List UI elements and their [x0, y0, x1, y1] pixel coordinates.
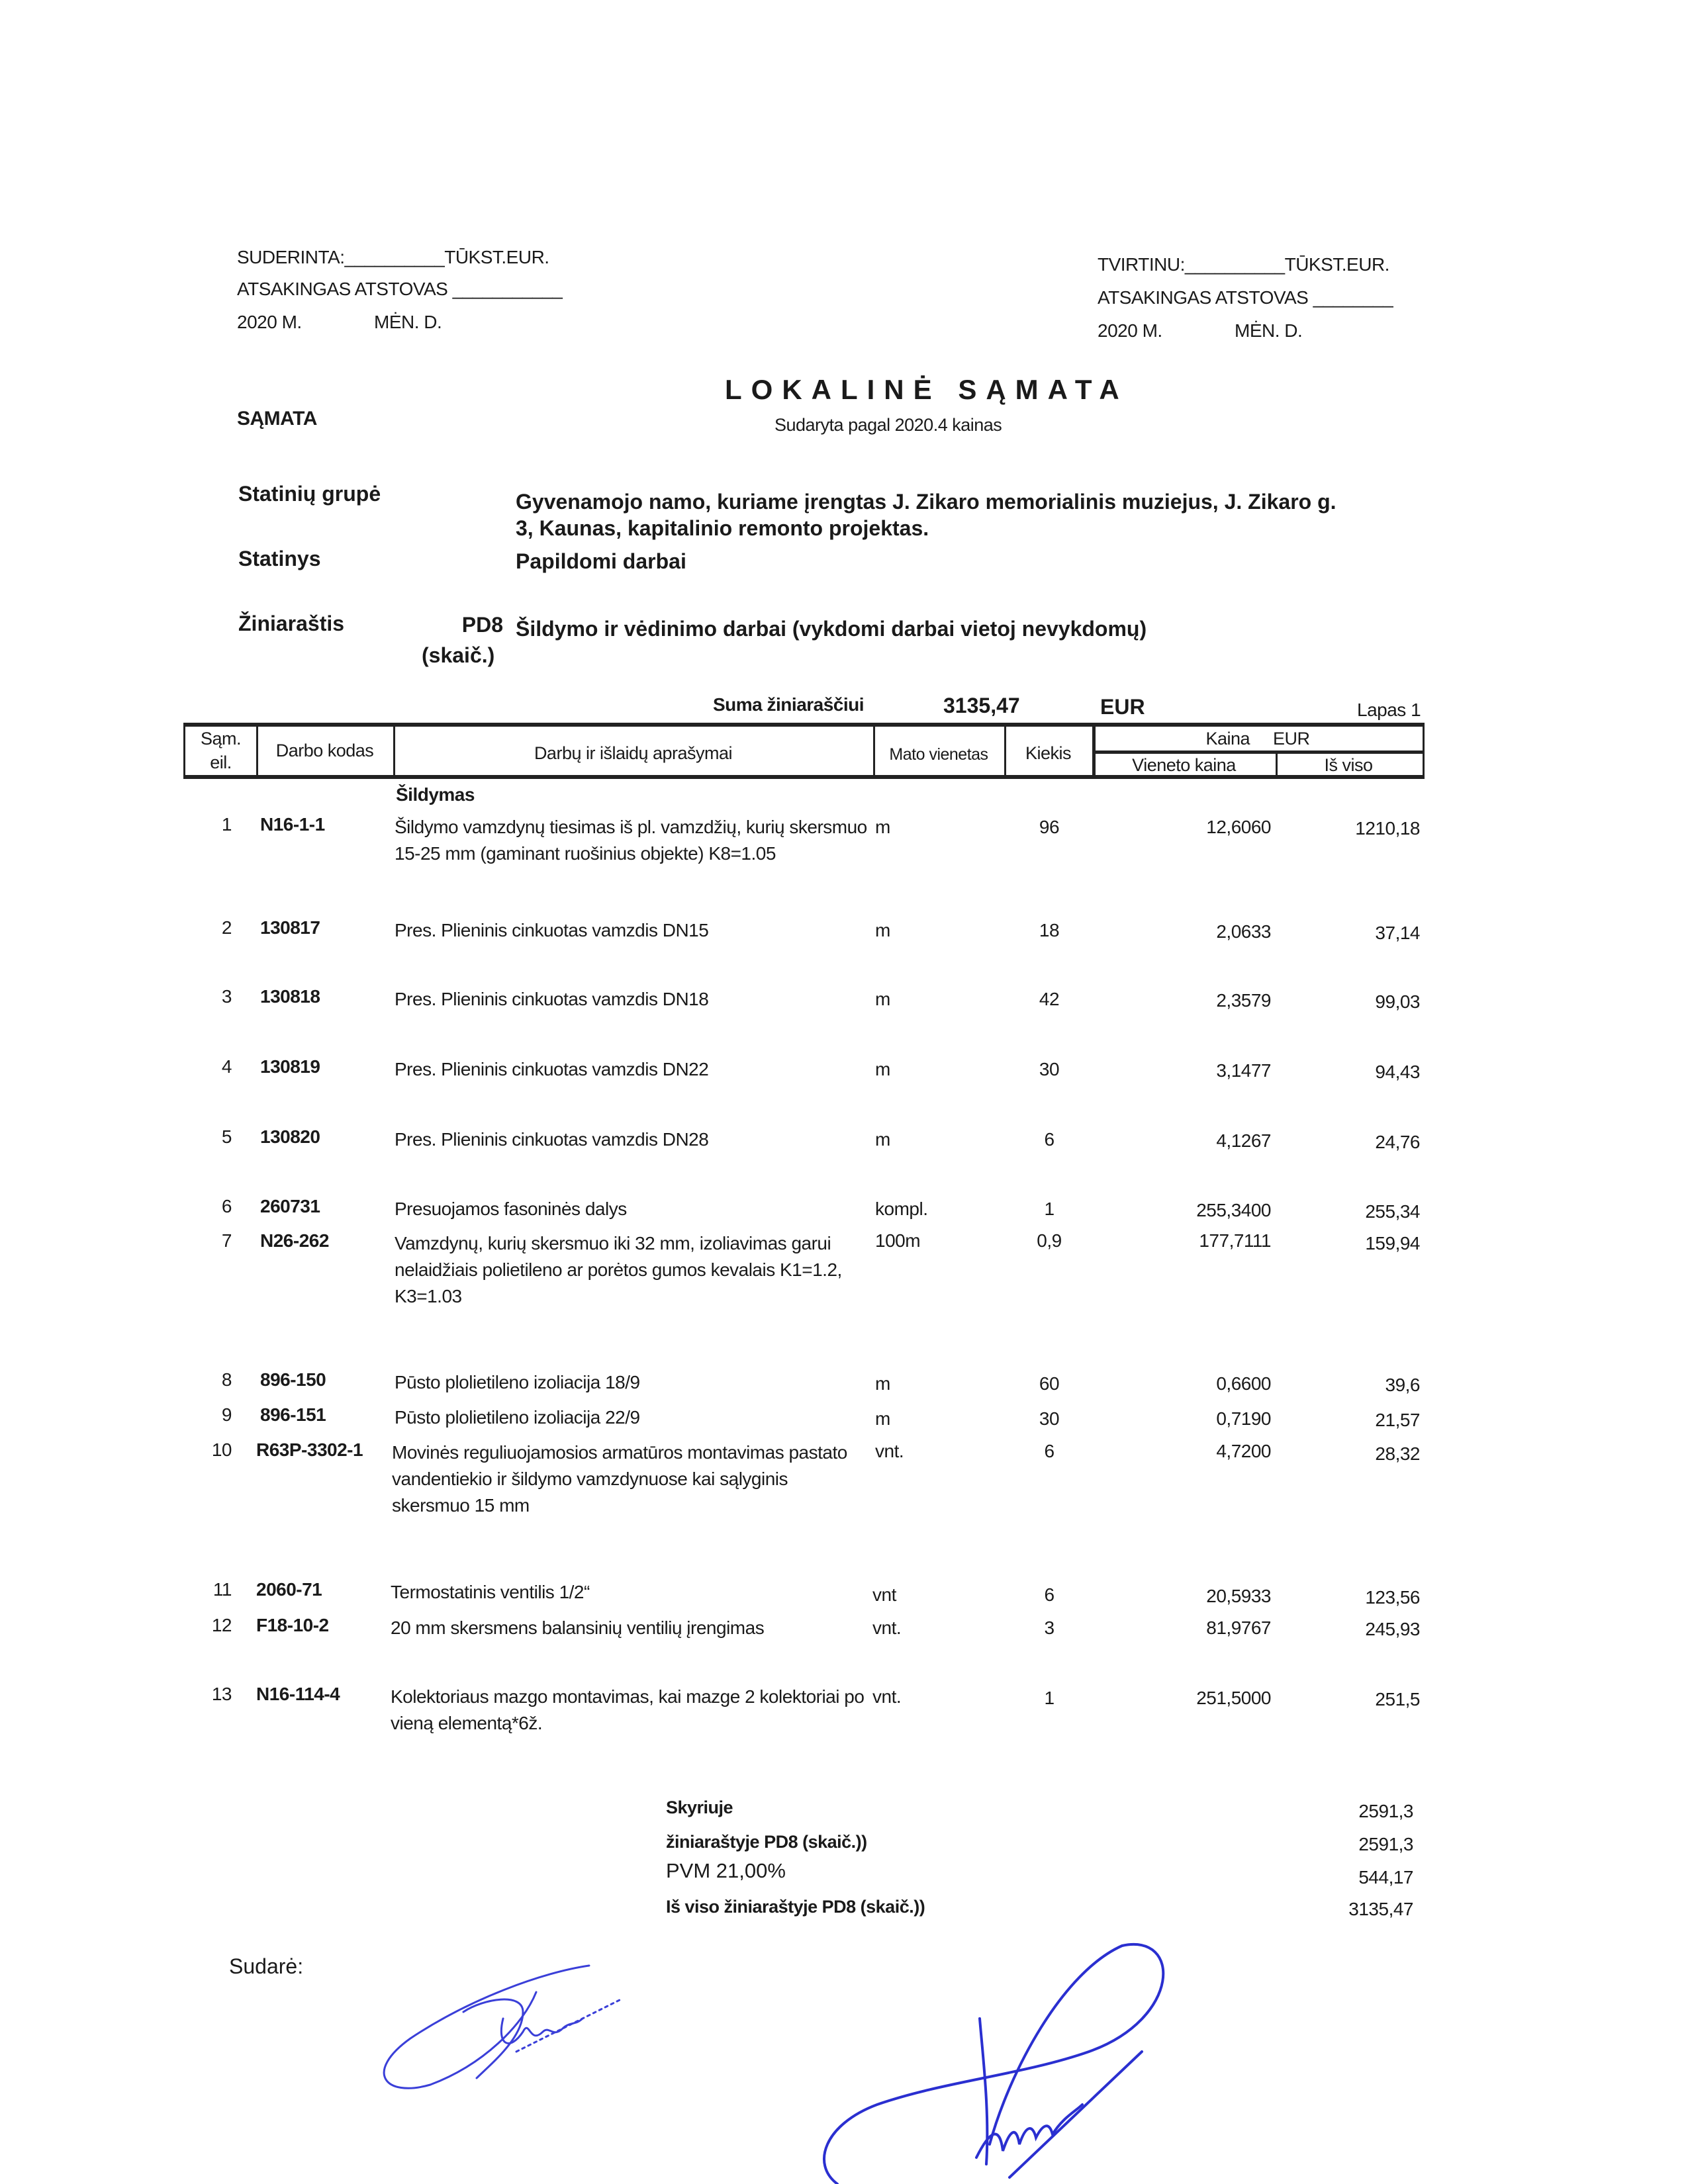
row-code: 130820 — [260, 1126, 320, 1147]
row-unit-price: 0,6600 — [1216, 1373, 1271, 1394]
row-unit-price: 0,7190 — [1216, 1408, 1271, 1429]
row-unit-price: 81,9767 — [1206, 1617, 1271, 1638]
row-unit: 100m — [875, 1230, 921, 1251]
header-code: Darbo kodas — [275, 741, 374, 760]
row-number: 6 — [221, 1196, 232, 1216]
approval-right-year: 2020 M. — [1098, 320, 1162, 341]
group-value-2: 3, Kaunas, kapitalinio remonto projektas. — [516, 516, 929, 540]
row-number: 1 — [221, 814, 232, 835]
row-quantity: 96 — [1039, 817, 1060, 837]
group-label: Statinių grupė — [238, 482, 381, 506]
row-description: Movinės reguliuojamosios armatūros montavimas pastato vandentiekio ir šildymo vamzdynuose kai sąlyginis skersmuo 15 mm — [392, 1442, 847, 1516]
row-number: 11 — [212, 1579, 232, 1600]
row-code: 896-150 — [260, 1369, 326, 1390]
summary-value: 544,17 — [1358, 1867, 1413, 1888]
row-total: 159,94 — [1365, 1233, 1420, 1253]
row-unit-price: 4,1267 — [1216, 1130, 1271, 1151]
object-label: Statinys — [238, 547, 321, 570]
row-quantity: 6 — [1044, 1129, 1055, 1150]
table-row — [0, 1684, 1688, 1733]
summary-value: 3135,47 — [1348, 1899, 1413, 1919]
header-num-1: Sąm. — [200, 729, 242, 749]
row-total: 245,93 — [1365, 1619, 1420, 1639]
doc-type: SĄMATA — [237, 408, 317, 430]
header-qty: Kiekis — [1025, 743, 1072, 763]
table-row — [0, 1196, 1688, 1222]
row-description: Pūsto plolietileno izoliacija 22/9 — [395, 1407, 640, 1428]
table-row — [0, 1230, 1688, 1306]
row-number: 4 — [221, 1056, 232, 1077]
row-description: Pres. Plieninis cinkuotas vamzdis DN15 — [395, 920, 709, 940]
row-quantity: 6 — [1044, 1584, 1055, 1605]
table-row — [0, 1579, 1688, 1606]
approval-left-month-day: MĖN. D. — [374, 312, 442, 332]
row-code: 130819 — [260, 1056, 320, 1077]
row-total: 94,43 — [1375, 1062, 1420, 1082]
row-quantity: 1 — [1044, 1688, 1055, 1708]
row-description: Pres. Plieninis cinkuotas vamzdis DN22 — [395, 1059, 709, 1079]
row-description: Pres. Plieninis cinkuotas vamzdis DN28 — [395, 1129, 709, 1150]
row-description: Presuojamos fasoninės dalys — [395, 1199, 627, 1219]
row-quantity: 60 — [1039, 1373, 1060, 1394]
row-number: 2 — [221, 917, 232, 938]
table-row — [0, 1404, 1688, 1431]
row-unit-price: 3,1477 — [1216, 1060, 1271, 1081]
row-code: F18-10-2 — [256, 1615, 329, 1635]
row-number: 3 — [221, 986, 232, 1007]
approval-right-line2: ATSAKINGAS ATSTOVAS ________ — [1098, 287, 1393, 308]
row-unit-price: 12,6060 — [1206, 817, 1271, 837]
row-total: 39,6 — [1385, 1375, 1420, 1395]
row-quantity: 42 — [1039, 989, 1060, 1009]
row-unit: m — [875, 1408, 890, 1429]
row-quantity: 30 — [1039, 1408, 1060, 1429]
row-description: Šildymo vamzdynų tiesimas iš pl. vamzdžių, kurių skersmuo 15-25 mm (gaminant ruošinius objekte) K8=1.05 — [395, 817, 867, 864]
row-unit-price: 4,7200 — [1216, 1441, 1271, 1461]
row-unit: m — [875, 817, 890, 837]
header-desc: Darbų ir išlaidų aprašymai — [534, 743, 733, 763]
approval-left-line2: ATSAKINGAS ATSTOVAS ___________ — [237, 279, 563, 299]
header-price: Kaina EUR — [1205, 729, 1310, 749]
object-value: Papildomi darbai — [516, 549, 686, 573]
row-code: 896-151 — [260, 1404, 326, 1425]
sum-currency: EUR — [1100, 695, 1145, 719]
row-quantity: 1 — [1044, 1199, 1055, 1219]
row-total: 123,56 — [1365, 1587, 1420, 1608]
sheet-code: PD8 — [461, 613, 503, 637]
row-description: 20 mm skersmens balansinių ventilių įrengimas — [391, 1617, 765, 1638]
signature-1 — [371, 1952, 649, 2105]
row-description: Kolektoriaus mazgo montavimas, kai mazge 2 kolektoriai po vieną elementą*6ž. — [391, 1686, 865, 1733]
table-row — [0, 917, 1688, 944]
section-title: Šildymas — [396, 784, 475, 805]
row-code: 130817 — [260, 917, 320, 938]
row-quantity: 0,9 — [1037, 1230, 1062, 1251]
summary-value: 2591,3 — [1358, 1834, 1413, 1854]
row-description: Pres. Plieninis cinkuotas vamzdis DN18 — [395, 989, 709, 1009]
header-num-2: eil. — [210, 752, 232, 772]
row-unit: vnt — [872, 1584, 896, 1605]
summary-label: Iš viso žiniaraštyje PD8 (skaič.)) — [666, 1897, 925, 1917]
prepared-by-label: Sudarė: — [229, 1954, 304, 1978]
row-unit: m — [875, 1059, 890, 1079]
sheet-code-note: (skaič.) — [422, 643, 495, 667]
row-unit: m — [875, 989, 890, 1009]
row-total: 28,32 — [1375, 1443, 1420, 1464]
row-quantity: 6 — [1044, 1441, 1055, 1461]
table-row — [0, 1439, 1688, 1516]
row-unit: m — [875, 1373, 890, 1394]
row-total: 255,34 — [1365, 1201, 1420, 1222]
approval-left-line1: SUDERINTA:__________TŪKST.EUR. — [237, 247, 549, 267]
row-code: 260731 — [260, 1196, 320, 1216]
row-number: 13 — [211, 1684, 232, 1704]
header-total: Iš viso — [1324, 755, 1373, 775]
row-unit-price: 177,7111 — [1199, 1230, 1271, 1251]
row-unit-price: 255,3400 — [1196, 1200, 1271, 1220]
row-description: Vamzdynų, kurių skersmuo iki 32 mm, izoliavimas garui nelaidžiais polietileno ar porėtos gumos kevalais K1=1.2, K3=1.03 — [395, 1233, 842, 1306]
row-number: 7 — [221, 1230, 232, 1251]
row-unit: vnt. — [872, 1686, 902, 1707]
summary-label: žiniaraštyje PD8 (skaič.)) — [666, 1832, 867, 1852]
row-total: 251,5 — [1375, 1689, 1420, 1709]
row-unit-price: 251,5000 — [1196, 1688, 1271, 1708]
table-row — [0, 1126, 1688, 1153]
row-total: 21,57 — [1375, 1410, 1420, 1430]
approval-left-year: 2020 M. — [237, 312, 302, 332]
approval-right-line1: TVIRTINU:__________TŪKST.EUR. — [1098, 254, 1389, 275]
table-row — [0, 1369, 1688, 1396]
row-unit: m — [875, 920, 890, 940]
row-total: 99,03 — [1375, 991, 1420, 1012]
summary-label: PVM 21,00% — [666, 1859, 786, 1882]
page-title: LOKALINĖ SĄMATA — [725, 374, 1129, 405]
row-number: 10 — [211, 1439, 232, 1460]
row-number: 5 — [221, 1126, 232, 1147]
header-unit-price: Vieneto kaina — [1132, 755, 1236, 775]
row-quantity: 30 — [1039, 1059, 1060, 1079]
summary-label: Skyriuje — [666, 1797, 733, 1817]
row-code: N26-262 — [260, 1230, 329, 1251]
row-number: 8 — [221, 1369, 232, 1390]
table-row — [0, 986, 1688, 1013]
row-unit-price: 20,5933 — [1206, 1586, 1271, 1606]
row-number: 9 — [221, 1404, 232, 1425]
table-row — [0, 1056, 1688, 1083]
row-total: 24,76 — [1375, 1132, 1420, 1152]
row-unit: vnt. — [872, 1617, 902, 1638]
page-number: Lapas 1 — [1357, 700, 1421, 720]
sum-value: 3135,47 — [943, 694, 1020, 717]
row-code: N16-1-1 — [260, 814, 325, 835]
row-unit: kompl. — [875, 1199, 928, 1219]
header-unit: Mato vienetas — [889, 745, 988, 764]
signature-2 — [811, 1939, 1182, 2184]
sum-label: Suma žiniaraščiui — [713, 694, 865, 715]
row-total: 1210,18 — [1355, 818, 1420, 839]
group-value-1: Gyvenamojo namo, kuriame įrengtas J. Zikaro memorialinis muziejus, J. Zikaro g. — [516, 490, 1336, 514]
table-row — [0, 1615, 1688, 1641]
row-code: R63P-3302-1 — [256, 1439, 363, 1460]
sheet-label: Žiniaraštis — [238, 612, 345, 635]
approval-right-month-day: MĖN. D. — [1235, 320, 1303, 341]
subtitle: Sudaryta pagal 2020.4 kainas — [774, 415, 1002, 435]
summary-value: 2591,3 — [1358, 1801, 1413, 1821]
row-unit: m — [875, 1129, 890, 1150]
row-code: 2060-71 — [256, 1579, 322, 1600]
row-code: 130818 — [260, 986, 320, 1007]
row-unit-price: 2,3579 — [1216, 990, 1271, 1011]
row-quantity: 18 — [1039, 920, 1060, 940]
row-code: N16-114-4 — [256, 1684, 340, 1704]
table-row — [0, 814, 1688, 864]
row-quantity: 3 — [1044, 1617, 1055, 1638]
row-total: 37,14 — [1375, 923, 1420, 943]
row-description: Pūsto plolietileno izoliacija 18/9 — [395, 1372, 640, 1392]
sheet-value: Šildymo ir vėdinimo darbai (vykdomi darbai vietoj nevykdomų) — [516, 617, 1147, 641]
row-description: Termostatinis ventilis 1/2“ — [391, 1582, 590, 1602]
row-number: 12 — [211, 1615, 232, 1635]
table-header — [183, 723, 1425, 779]
row-unit: vnt. — [875, 1441, 904, 1461]
row-unit-price: 2,0633 — [1216, 921, 1271, 942]
